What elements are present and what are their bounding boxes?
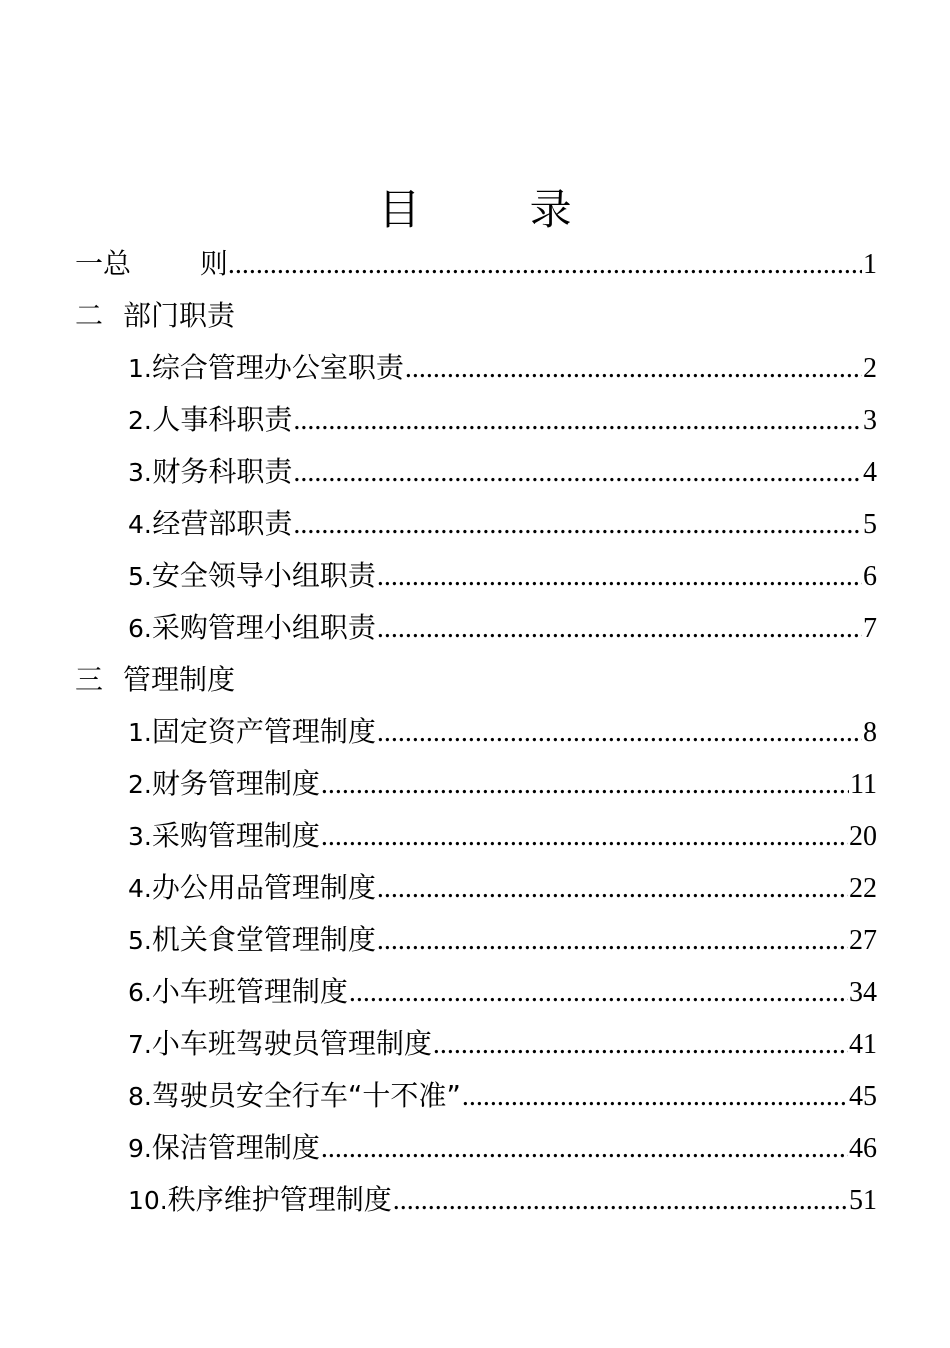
toc-item[interactable]	[128, 810, 877, 862]
toc-leader	[293, 395, 862, 447]
toc-leader	[321, 759, 849, 811]
toc-number: 一	[75, 247, 104, 280]
toc-label: 驾驶员安全行车“十不准”	[151, 1079, 461, 1112]
toc-title: 目 录	[378, 185, 620, 234]
toc-leader	[393, 1175, 848, 1227]
toc-number: 3.	[128, 458, 152, 487]
toc-label: 固定资产管理制度	[151, 715, 376, 748]
toc-leader	[293, 499, 862, 551]
toc-leader	[433, 1019, 848, 1071]
toc-item[interactable]	[128, 1174, 877, 1226]
toc-item[interactable]	[128, 1070, 877, 1122]
toc-number: 2.	[128, 406, 152, 435]
toc-leader	[349, 967, 848, 1019]
toc-page: 45	[849, 1081, 877, 1112]
toc-label: 综合管理办公室职责	[151, 351, 404, 384]
toc-page: 51	[849, 1185, 877, 1216]
toc-page: 27	[849, 925, 877, 956]
toc-leader	[377, 915, 848, 967]
toc-section-general[interactable]	[75, 238, 877, 290]
toc-number: 5.	[128, 926, 152, 955]
toc-label: 人事科职责	[152, 403, 293, 436]
toc-item[interactable]	[128, 1018, 877, 1070]
toc-section-regulations[interactable]	[75, 654, 877, 706]
toc-page: 2	[863, 353, 877, 384]
toc-number: 4.	[128, 510, 152, 539]
toc-number: 8.	[128, 1082, 152, 1111]
toc-item[interactable]	[128, 966, 877, 1018]
toc-number: 4.	[128, 874, 152, 903]
toc-page: 46	[849, 1133, 877, 1164]
toc-leader	[293, 447, 862, 499]
toc-number: 二	[75, 299, 104, 332]
toc-label: 采购管理制度	[151, 819, 320, 852]
toc-page: 5	[863, 509, 877, 540]
toc-page: 41	[849, 1029, 877, 1060]
toc-label: 经营部职责	[152, 507, 293, 540]
toc-page: 6	[863, 561, 877, 592]
toc-leader	[377, 863, 848, 915]
toc-number: 6.	[128, 978, 152, 1007]
toc-item[interactable]	[128, 394, 877, 446]
toc-item[interactable]	[128, 758, 877, 810]
toc-leader	[405, 343, 862, 395]
toc-label: 管理制度	[123, 663, 236, 696]
toc-label: 财务管理制度	[151, 767, 320, 800]
toc-leader	[321, 811, 848, 863]
toc-label: 安全领导小组职责	[151, 559, 376, 592]
toc-number: 三	[75, 663, 104, 696]
toc-item[interactable]	[128, 446, 877, 498]
toc-number: 6.	[128, 614, 152, 643]
toc-number: 10.	[128, 1186, 168, 1215]
toc-item[interactable]	[128, 342, 877, 394]
toc-number: 3.	[128, 822, 152, 851]
toc-leader	[462, 1071, 848, 1123]
toc-leader	[377, 707, 862, 759]
toc-label: 财务科职责	[152, 455, 293, 488]
toc-item[interactable]	[128, 862, 877, 914]
toc-leader	[377, 603, 862, 655]
toc-label: 部门职责	[123, 299, 236, 332]
toc-page: 34	[849, 977, 877, 1008]
toc-label: 保洁管理制度	[151, 1131, 320, 1164]
toc-label: 总 则	[103, 247, 258, 280]
toc-number: 1.	[128, 354, 152, 383]
toc-item[interactable]	[128, 498, 877, 550]
toc-page: 3	[863, 405, 877, 436]
toc-number: 1.	[128, 718, 152, 747]
toc-page: 20	[849, 821, 877, 852]
toc-page: 4	[863, 457, 877, 488]
toc-section-duties[interactable]	[75, 290, 877, 342]
toc-item[interactable]	[128, 550, 877, 602]
toc-label: 办公用品管理制度	[151, 871, 376, 904]
toc-label: 小车班驾驶员管理制度	[151, 1027, 432, 1060]
toc-item[interactable]	[128, 706, 877, 758]
toc-label: 秩序维护管理制度	[167, 1183, 392, 1216]
toc-leader	[377, 551, 862, 603]
toc-leader	[228, 239, 862, 291]
toc-page: 22	[849, 873, 877, 904]
toc-label: 小车班管理制度	[151, 975, 348, 1008]
toc-item[interactable]	[128, 602, 877, 654]
toc-item[interactable]	[128, 914, 877, 966]
toc-page: 1	[863, 249, 877, 280]
toc-item[interactable]	[128, 1122, 877, 1174]
toc-page: 7	[863, 613, 877, 644]
toc-number: 2.	[128, 770, 152, 799]
toc-label: 机关食堂管理制度	[151, 923, 376, 956]
toc-number: 7.	[128, 1030, 152, 1059]
toc-number: 9.	[128, 1134, 152, 1163]
toc-page: 11	[850, 769, 877, 800]
toc-leader	[321, 1123, 848, 1175]
toc-number: 5.	[128, 562, 152, 591]
toc-page: 8	[863, 717, 877, 748]
toc-label: 采购管理小组职责	[151, 611, 376, 644]
